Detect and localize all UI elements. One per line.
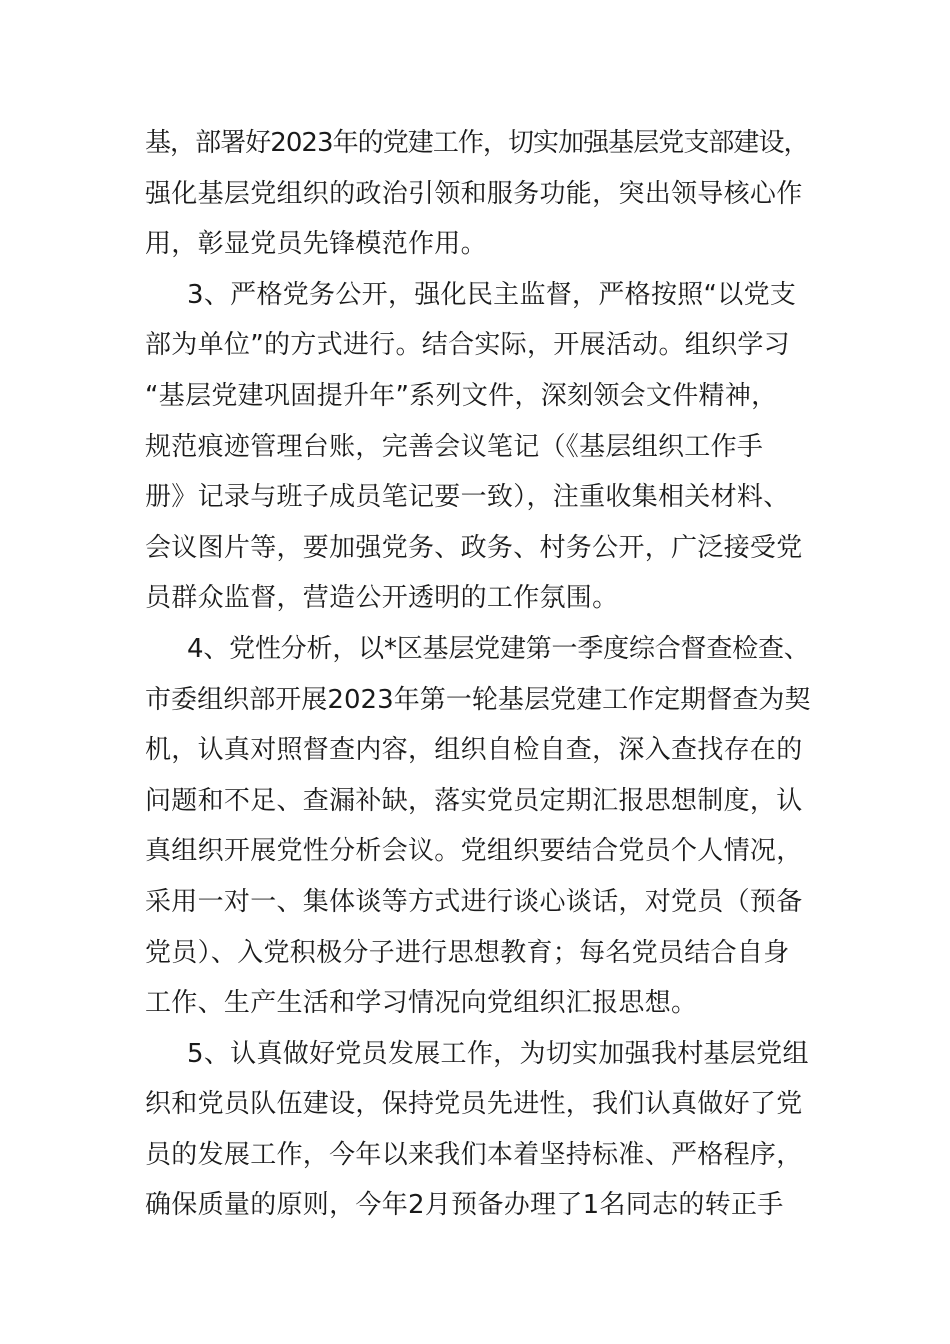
paragraph-3-start: 3、严格党务公开，强化民主监督，严格按照“以党支 [187,279,797,310]
text-line: 党员）、入党积极分子进行思想教育；每名党员结合自身 [145,937,790,968]
text-line: 机，认真对照督查内容，组织自检自查，深入查找存在的 [145,735,803,766]
text-line: 部为单位”的方式进行。结合实际，开展活动。组织学习 [145,330,790,361]
text-line: 用，彰显党员先锋模范作用。 [145,229,487,260]
text-line: 确保质量的原则，今年2月预备办理了1名同志的转正手 [145,1190,784,1221]
text-line: “基层党建巩固提升年”系列文件，深刻领会文件精神， [145,380,778,411]
text-line: 会议图片等，要加强党务、政务、村务公开，广泛接受党 [145,532,803,563]
text-line: 采用一对一、集体谈等方式进行谈心谈话，对党员（预备 [145,886,803,917]
text-line: 员的发展工作，今年以来我们本着坚持标准、严格程序， [145,1139,803,1170]
text-line: 册》记录与班子成员笔记要一致），注重收集相关材料、 [145,482,790,513]
text-line: 问题和不足、查漏补缺，落实党员定期汇报思想制度，认 [145,785,803,816]
text-line: 规范痕迹管理台账，完善会议笔记（《基层组织工作手 [145,431,764,462]
paragraph-4-start: 4、党性分析，以*区基层党建第一季度综合督查检查、 [187,633,810,664]
paragraph-5-start: 5、认真做好党员发展工作，为切实加强我村基层党组 [187,1038,809,1069]
document-body [145,118,815,1231]
text-line: 员群众监督，营造公开透明的工作氛围。 [145,583,619,614]
text-line: 市委组织部开展2023年第一轮基层党建工作定期督查为契 [145,684,811,715]
text-line: 基，部署好2023年的党建工作，切实加强基层党支部建设， [145,128,809,158]
text-line: 织和党员队伍建设，保持党员先进性，我们认真做好了党 [145,1089,803,1120]
text-line: 工作、生产生活和学习情况向党组织汇报思想。 [145,988,698,1019]
text-line: 强化基层党组织的政治引领和服务功能，突出领导核心作 [145,178,803,209]
text-line: 真组织开展党性分析会议。党组织要结合党员个人情况， [145,836,803,867]
